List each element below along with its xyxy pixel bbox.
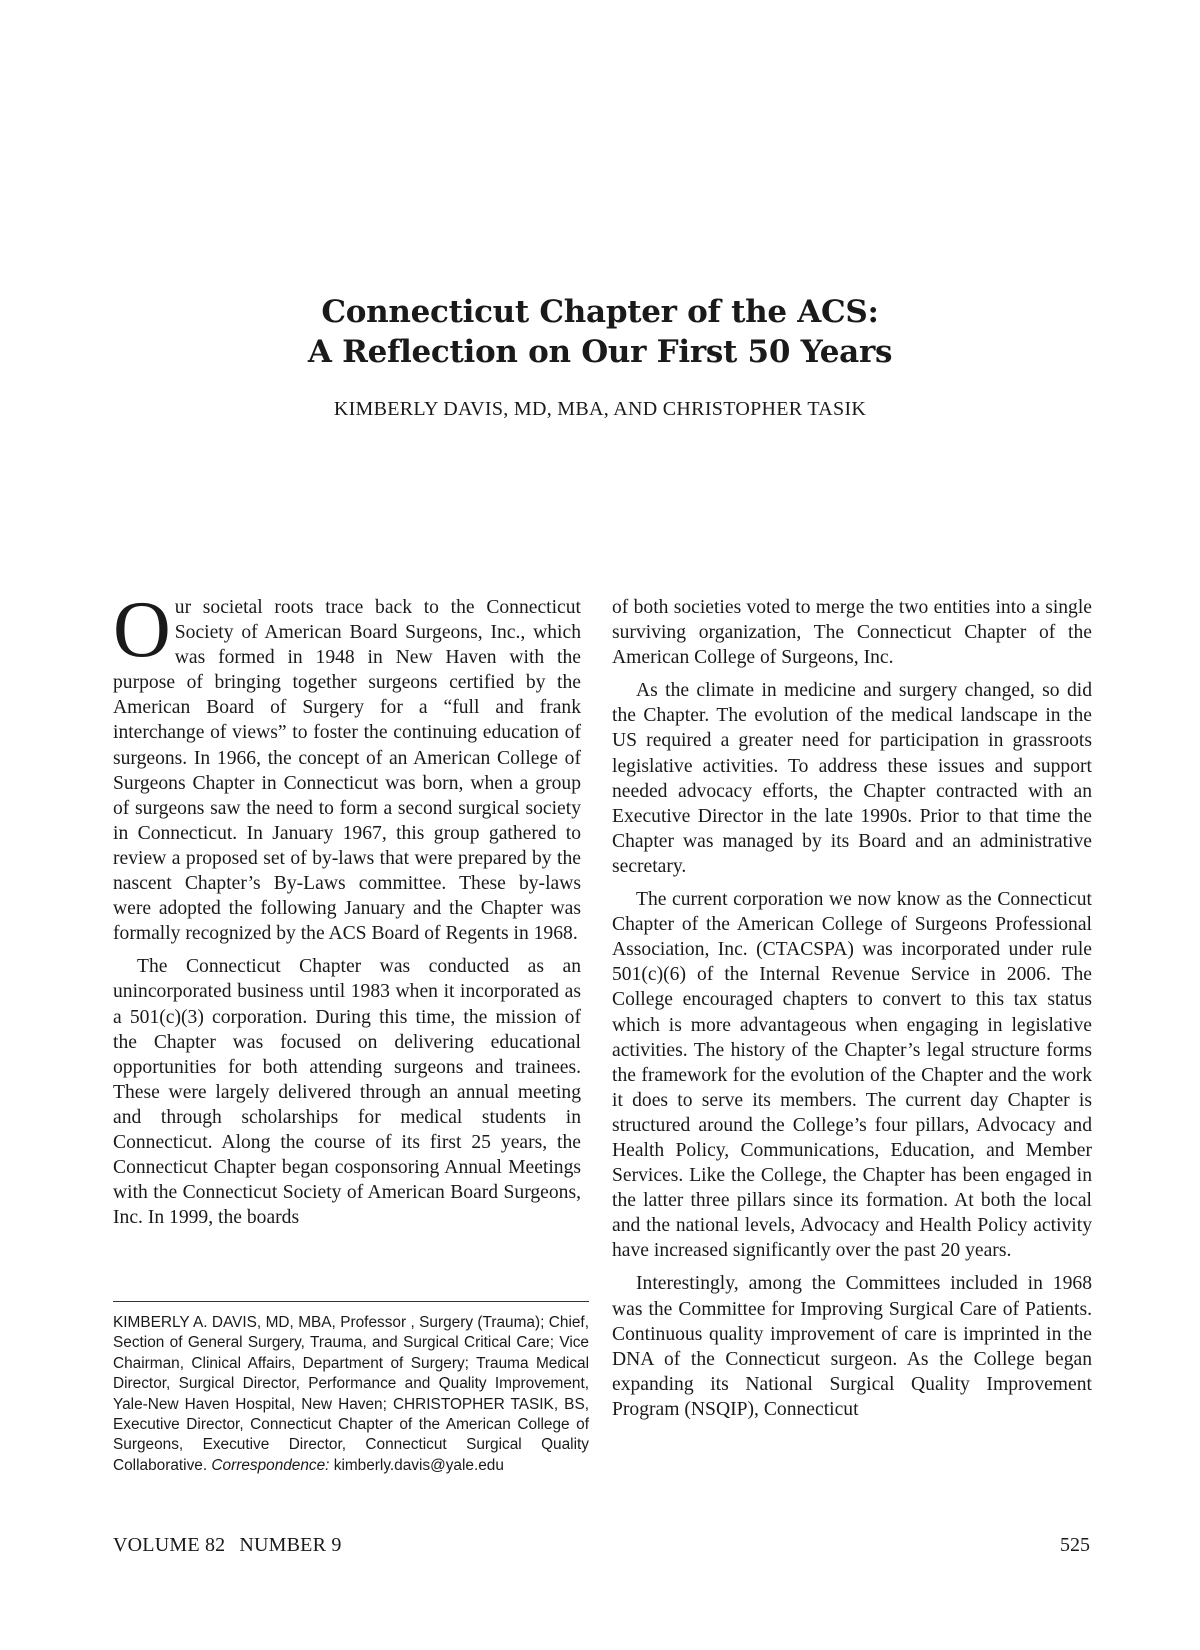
correspondence-label: Correspondence: [211,1456,330,1474]
article-title-line-1: Connecticut Chapter of the ACS: [321,294,879,330]
body-column-right [612,595,1092,1430]
paragraph-text: ur societal roots trace back to the Connecticut Society of American Board Surgeons, Inc., which was formed in 1948 in New Haven with the purpose of bringing together surgeons certified by the American Board of Surgery for a “full and frank interchange of views” to foster the continuing education of surgeons. In 1966, the concept of an American College of Surgeons Chapter in Connecticut was born, when a group of surgeons saw the need to form a second surgical society in Connecticut. In January 1967, this group gathered to review a proposed set of by-laws that were prepared by the nascent Chapter’s By-Laws committee. These by-laws were adopted the following January and the Chapter was formally recognized by the ACS Board of Regents in 1968. [113,597,581,945]
drop-cap: O [113,586,171,674]
body-paragraph: The current corporation we now know as the Connecticut Chapter of the American College of Surgeons Professional Association, Inc. (CTACSPA) was incorporated under rule 501(c)(6) of the Internal Revenue Service in 2006. The College encouraged chapters to convert to this tax status which is more advantageous when engaging in legislative activities. The history of the Chapter’s legal structure forms the framework for the evolution of the Chapter and the work it does to serve its members. The current day Chapter is structured around the College’s four pillars, Advocacy and Health Policy, Communications, Education, and Member Services. Like the College, the Chapter has been engaged in the latter three pillars since its formation. At both the local and the national levels, Advocacy and Health Policy activity have increased significantly over the past 20 years. [612,889,1092,1262]
article-title-line-2: A Reflection on Our First 50 Years [307,334,893,370]
correspondence-email[interactable]: kimberly.davis@yale.edu [333,1456,504,1474]
footnote-text: KIMBERLY A. DAVIS, MD, MBA, Professor , Surgery (Trauma); Chief, Section of General Surgery, Trauma, and Surgical Critical Care; Vice Chairman, Clinical Affairs, Department of Surgery; Trauma Medical Director, Surgical Director, Performance and Quality Improvement, Yale-New Haven Hospital, New Haven; CHRISTOPHER TASIK, BS, Executive Director, Connecticut Chapter of the American College of Surgeons, Executive Director, Connecticut Surgical Quality Collaborative. [113,1314,589,1474]
page-number: 525 [1060,1534,1090,1556]
author-footnote [113,1313,589,1476]
article-authors: KIMBERLY DAVIS, MD, MBA, AND CHRISTOPHER TASIK [333,398,867,420]
article-title [0,292,1200,372]
body-paragraph: Interestingly, among the Committees included in 1968 was the Committee for Improving Surgical Care of Patients. Continuous quality improvement of care is imprinted in the DNA of the Connecticut surgeon. As the College began expanding its National Surgical Quality Improvement Program (NSQIP), Connecticut [612,1273,1092,1420]
number-label: NUMBER 9 [239,1534,342,1556]
body-paragraph: As the climate in medicine and surgery changed, so did the Chapter. The evolution of the medical landscape in the US required a greater need for participation in grassroots legislative activities. To address these issues and support needed advocacy efforts, the Chapter contracted with an Executive Director in the late 1990s. Prior to that time the Chapter was managed by its Board and an administrative secretary. [612,680,1092,877]
body-column-left [113,586,581,1238]
issue-info [113,1534,342,1557]
body-paragraph: The Connecticut Chapter was conducted as an unincorporated business until 1983 when it incorporated as a 501(c)(3) corporation. During this time, the mission of the Chapter was focused on delivering educational opportunities for both attending surgeons and trainees. These were largely delivered through an annual meeting and through scholarships for medical students in Connecticut. Along the course of its first 25 years, the Connecticut Chapter began cosponsoring Annual Meetings with the Connecticut Society of American Board Surgeons, Inc. In 1999, the boards [113,956,581,1229]
footnote-divider [113,1301,589,1302]
body-paragraph: of both societies voted to merge the two entities into a single surviving organization, The Connecticut Chapter of the American College of Surgeons, Inc. [612,597,1092,669]
volume-label: VOLUME 82 [113,1534,226,1556]
body-paragraph [113,586,581,946]
